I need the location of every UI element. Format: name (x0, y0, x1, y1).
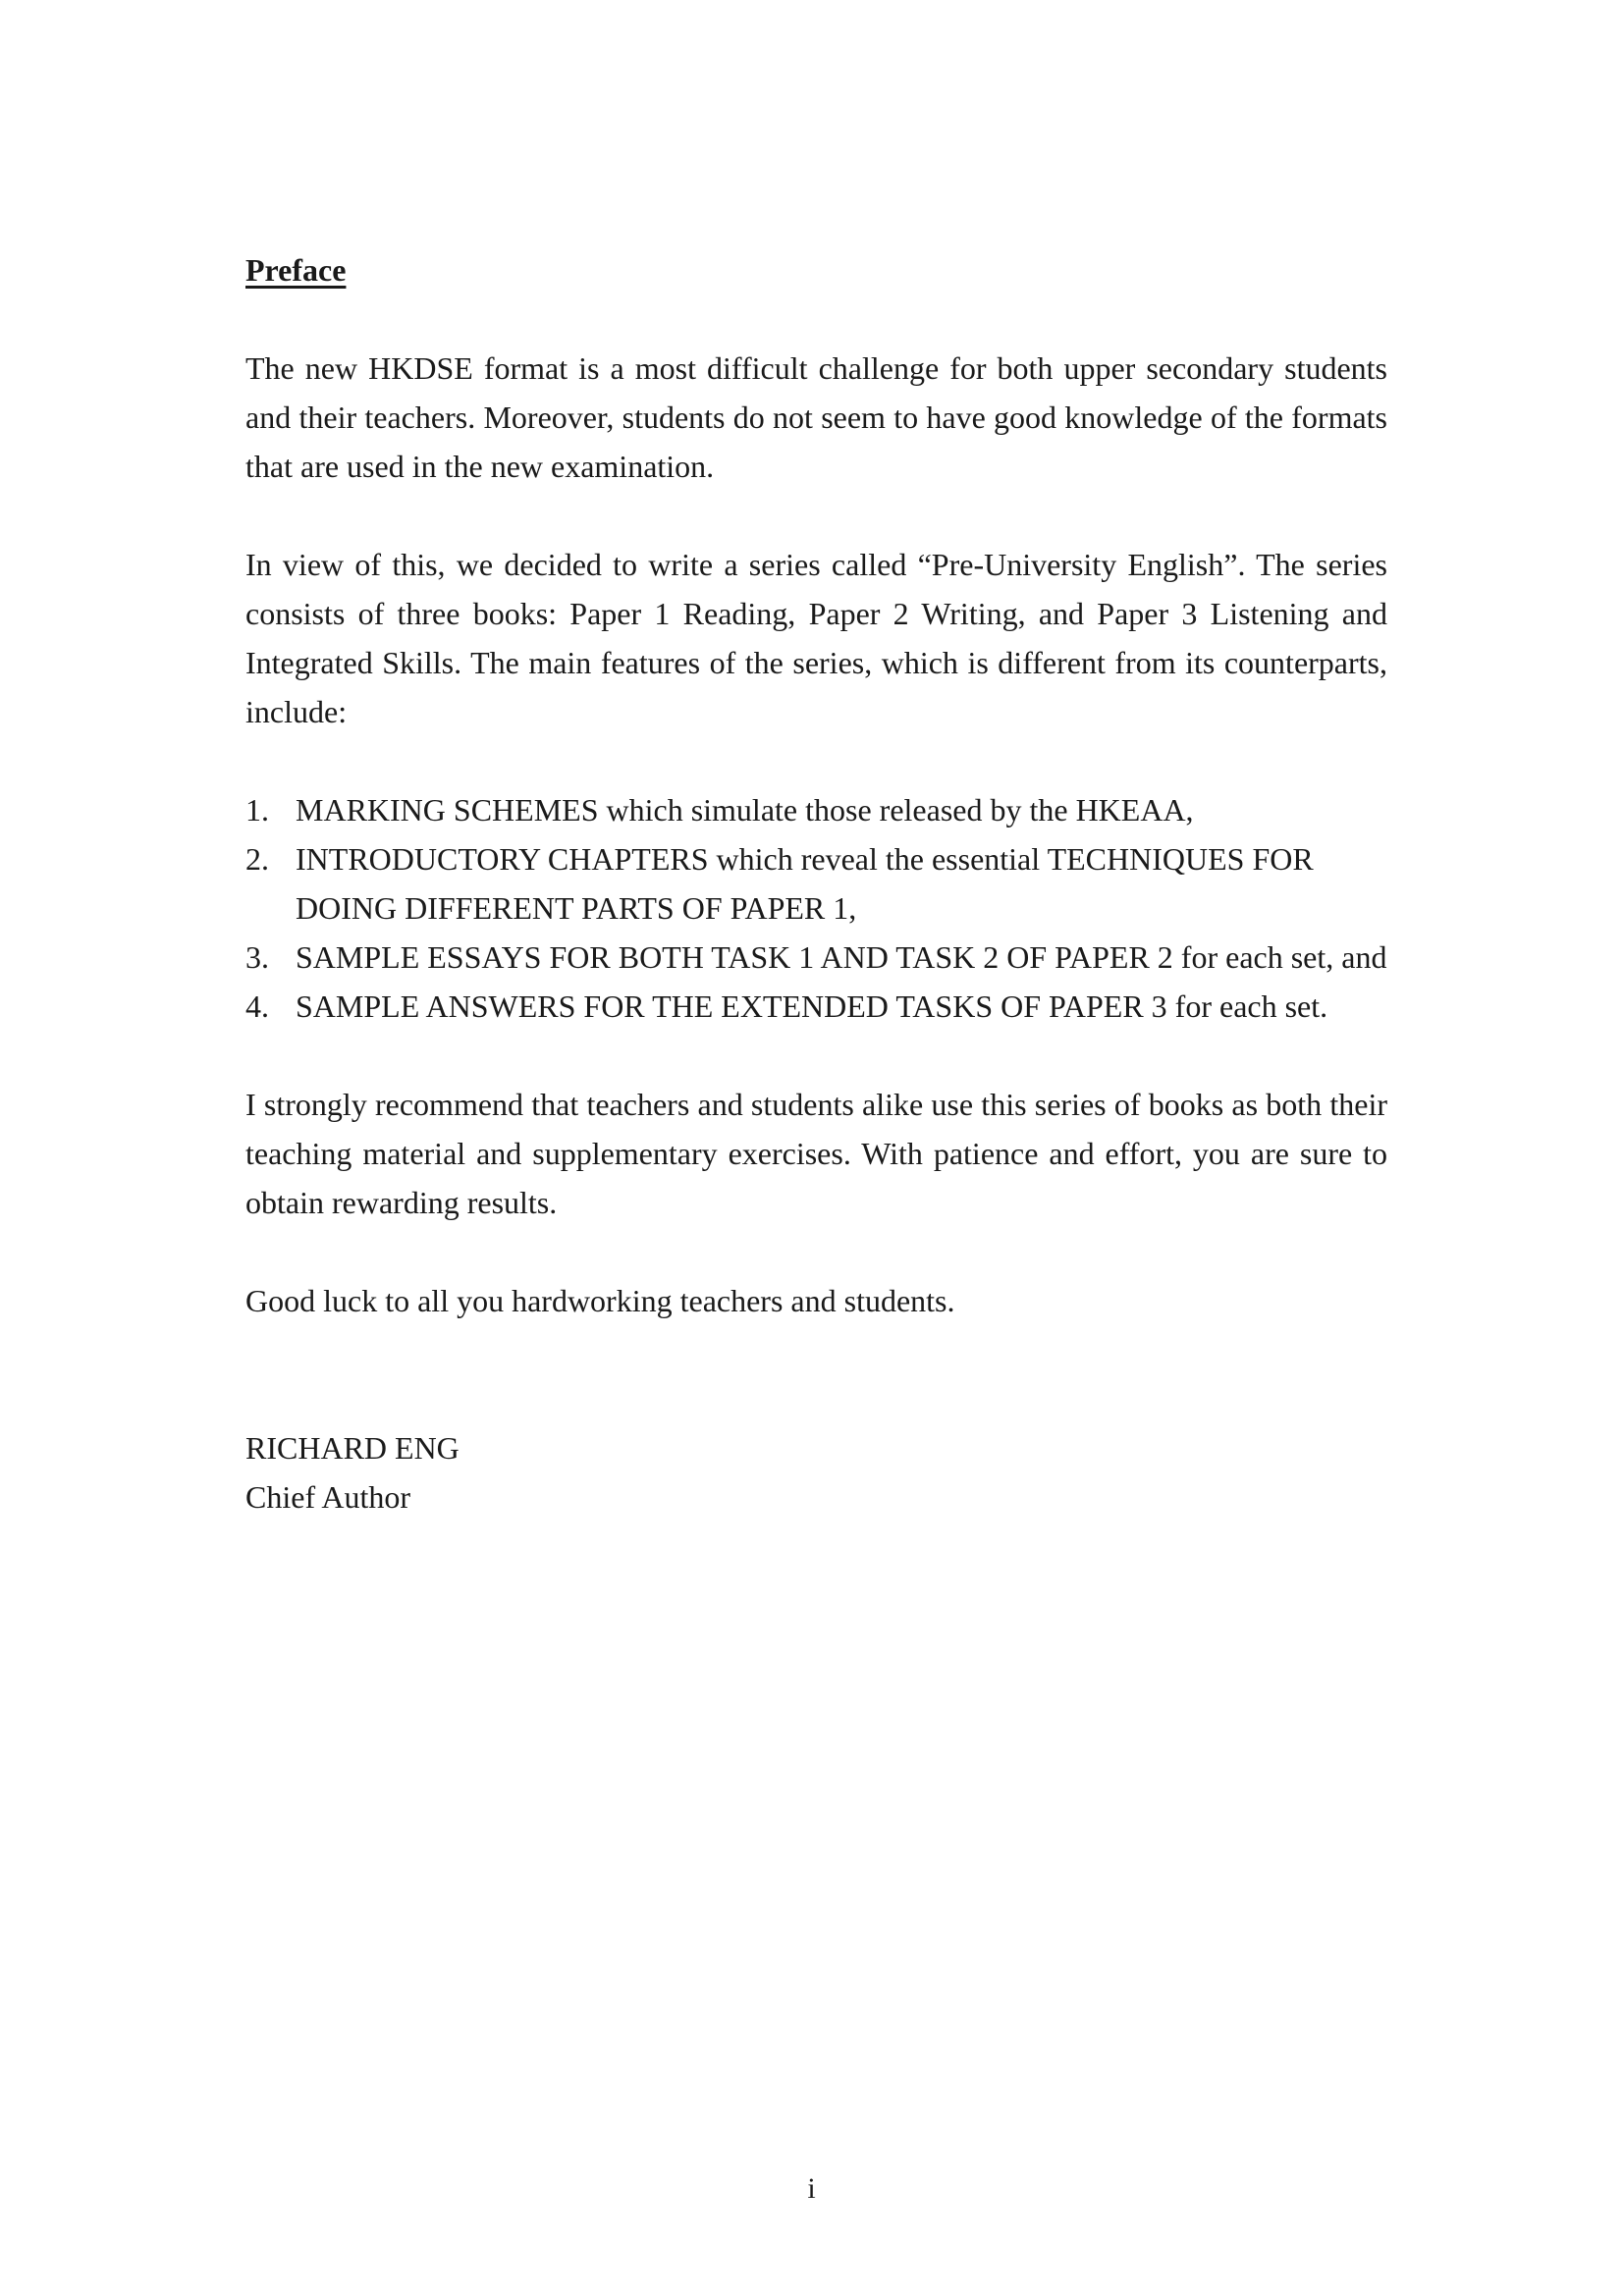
list-item (245, 933, 1387, 982)
preface-heading: Preface (245, 252, 347, 288)
list-item-text: INTRODUCTORY CHAPTERS which reveal the essential TECHNIQUES FOR DOING DIFFERENT PARTS OF PAPER 1, (296, 841, 1314, 926)
page-number: i (807, 2172, 816, 2205)
author-title: Chief Author (245, 1479, 410, 1515)
list-item-number: 4. (245, 988, 269, 1024)
list-item (245, 982, 1387, 1031)
features-list (245, 785, 1387, 1031)
preface-content (245, 245, 1387, 1522)
list-item (245, 785, 1387, 834)
list-item-number: 2. (245, 841, 269, 877)
list-item (245, 834, 1387, 933)
list-item-number: 1. (245, 792, 269, 828)
series-paragraph: In view of this, we decided to write a series called “Pre-University English”. The series consists of three books: Paper 1 Reading, Paper 2 Writing, and Paper 3 Listening and Integrated Skills. The main features of the series, which is different from its counterparts, include: (245, 547, 1387, 729)
list-item-number: 3. (245, 939, 269, 975)
list-item-text: SAMPLE ANSWERS FOR THE EXTENDED TASKS OF PAPER 3 for each set. (296, 988, 1328, 1024)
intro-paragraph: The new HKDSE format is a most difficult challenge for both upper secondary students and their teachers. Moreover, students do not seem to have good knowledge of the formats that are used in the new examination. (245, 350, 1387, 484)
author-name: RICHARD ENG (245, 1430, 460, 1466)
signature-block (245, 1423, 1387, 1522)
list-item-text: MARKING SCHEMES which simulate those released by the HKEAA, (296, 792, 1194, 828)
recommendation-paragraph: I strongly recommend that teachers and students alike use this series of books as both their teaching material and supplementary exercises. With patience and effort, you are sure to obtain rewarding results. (245, 1087, 1387, 1220)
good-luck-paragraph: Good luck to all you hardworking teachers and students. (245, 1283, 955, 1318)
list-item-text: SAMPLE ESSAYS FOR BOTH TASK 1 AND TASK 2 OF PAPER 2 for each set, and (296, 939, 1387, 975)
